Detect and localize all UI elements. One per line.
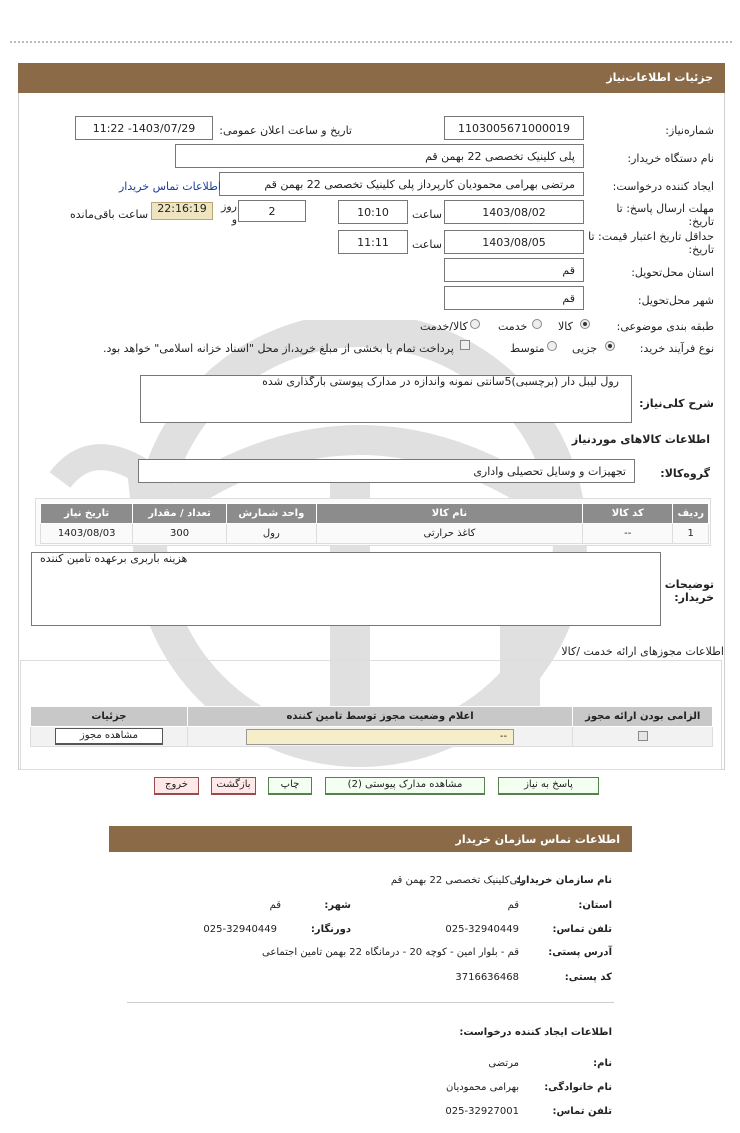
back-button[interactable]: بازگشت xyxy=(211,777,256,795)
view-license-button[interactable]: مشاهده مجوز xyxy=(55,728,163,745)
top-divider xyxy=(10,41,732,43)
creator-field: مرتضی بهرامی محمودیان کارپرداز پلی کلینیک تخصصی 22 بهمن قم xyxy=(219,172,584,196)
contact-fax-value: 025-32940449 xyxy=(203,924,277,935)
remaining-label: ساعت باقی‌مانده xyxy=(70,208,149,221)
contact-address-label: آدرس پستی: xyxy=(548,947,612,958)
creator-info-title: اطلاعات ایجاد کننده درخواست: xyxy=(459,1027,612,1038)
days-field: 2 xyxy=(238,200,306,222)
contact-org-label: نام سازمان خریدار: xyxy=(516,875,612,886)
col-date: تاریخ نیاز xyxy=(41,504,133,524)
col-qty: تعداد / مقدار xyxy=(133,504,227,524)
cell-code: -- xyxy=(583,524,673,544)
announce-field: 1403/07/29- 11:22 xyxy=(75,116,213,140)
goods-table xyxy=(40,503,709,544)
creator-phone-value: 025-32927001 xyxy=(445,1106,519,1117)
table-row xyxy=(41,524,709,544)
reply-time-field: 10:10 xyxy=(338,200,408,224)
contact-phone-value: 025-32940449 xyxy=(445,924,519,935)
license-status-field[interactable]: -- xyxy=(246,729,514,745)
category-radio-goods-service[interactable] xyxy=(470,319,480,329)
license-required-checkbox[interactable] xyxy=(638,731,648,741)
table-row xyxy=(31,727,713,747)
contact-divider xyxy=(127,1002,614,1003)
countdown-timer: 22:16:19 xyxy=(151,202,213,220)
col-name: نام کالا xyxy=(316,504,582,524)
contact-phone-label: تلفن تماس: xyxy=(552,924,612,935)
category-option-goods-service: کالا/خدمت xyxy=(420,320,468,333)
cell-unit: رول xyxy=(226,524,316,544)
category-option-goods: کالا xyxy=(558,320,573,333)
price-time-label: ساعت xyxy=(412,238,442,251)
contact-fax-label: دورنگار: xyxy=(310,924,351,935)
treasury-checkbox[interactable] xyxy=(460,340,470,350)
reply-time-label: ساعت xyxy=(412,208,442,221)
description-field: رول لیبل دار (برچسبی)5سانتی نمونه واندازه در مدارک پیوستی بارگذاری شده xyxy=(140,375,632,423)
buyer-notes-label: توضیحات خریدار: xyxy=(664,578,714,604)
details-header xyxy=(18,63,725,93)
contact-city-value: قم xyxy=(269,900,281,911)
creator-name-value: مرتضی xyxy=(488,1058,519,1069)
contact-province-label: استان: xyxy=(578,900,612,911)
creator-family-label: نام خانوادگی: xyxy=(544,1082,612,1093)
licenses-table xyxy=(30,706,713,747)
contact-city-label: شهر: xyxy=(324,900,351,911)
description-label: شرح کلی‌نیاز: xyxy=(639,397,714,410)
category-label: طبقه بندی موضوعی: xyxy=(616,320,714,333)
page-title: جزئیات اطلاعات‌نیاز xyxy=(606,71,713,84)
reply-deadline-label: مهلت ارسال پاسخ: تا تاریخ: xyxy=(616,202,714,228)
creator-name-label: نام: xyxy=(593,1058,612,1069)
need-number-label: شماره‌نیاز: xyxy=(665,124,714,137)
contact-title: اطلاعات تماس سازمان خریدار xyxy=(455,833,620,846)
contact-postal-value: 3716636468 xyxy=(455,972,519,983)
need-number-field: 1103005671000019 xyxy=(444,116,584,140)
province-field: قم xyxy=(444,258,584,282)
col-unit: واحد شمارش xyxy=(226,504,316,524)
goods-group-label: گروه‌کالا: xyxy=(660,467,710,480)
lic-col-status: اعلام وضعیت مجوز توسط تامین کننده xyxy=(187,707,573,727)
announce-label: تاریخ و ساعت اعلان عمومی: xyxy=(219,124,352,137)
days-label: روز و xyxy=(221,200,237,226)
creator-label: ایجاد کننده درخواست: xyxy=(612,180,714,193)
col-code: کد کالا xyxy=(583,504,673,524)
licenses-title: اطلاعات مجوزهای ارائه خدمت /کالا xyxy=(561,645,724,658)
cell-name: کاغذ حرارتی xyxy=(316,524,582,544)
process-radio-minor[interactable] xyxy=(605,341,615,351)
contact-org-value: پلی‌کلینیک تخصصی 22 بهمن قم xyxy=(390,875,524,886)
buyer-contact-link[interactable]: اطلاعات تماس خریدار xyxy=(119,180,221,193)
goods-section-title: اطلاعات کالاهای موردنیاز xyxy=(571,433,710,446)
cell-qty: 300 xyxy=(133,524,227,544)
exit-button[interactable]: خروج xyxy=(154,777,199,795)
col-row: ردیف xyxy=(673,504,709,524)
lic-col-required: الزامی بودن ارائه مجوز xyxy=(573,707,713,727)
city-label: شهر محل‌تحویل: xyxy=(637,294,714,307)
category-option-service: خدمت xyxy=(498,320,528,333)
reply-button[interactable]: پاسخ به نیاز xyxy=(498,777,599,795)
category-radio-goods[interactable] xyxy=(580,319,590,329)
process-label: نوع فرآیند خرید: xyxy=(639,342,714,355)
contact-province-value: قم xyxy=(507,900,519,911)
contact-postal-label: کد پستی: xyxy=(564,972,612,983)
buyer-org-label: نام دستگاه خریدار: xyxy=(627,152,714,165)
buyer-notes-field: هزینه باربری برعهده تامین کننده xyxy=(31,552,661,626)
goods-group-field: تجهیزات و وسایل تحصیلی واداری xyxy=(138,459,635,483)
price-time-field: 11:11 xyxy=(338,230,408,254)
creator-family-value: بهرامی محمودیان xyxy=(446,1082,519,1093)
print-button[interactable]: چاپ xyxy=(268,777,312,795)
contact-header xyxy=(109,826,632,852)
province-label: استان محل‌تحویل: xyxy=(631,266,714,279)
creator-phone-label: تلفن تماس: xyxy=(552,1106,612,1117)
process-radio-medium[interactable] xyxy=(547,341,557,351)
price-date-field: 1403/08/05 xyxy=(444,230,584,254)
lic-col-details: جزئیات xyxy=(31,707,188,727)
cell-date: 1403/08/03 xyxy=(41,524,133,544)
attachments-button[interactable]: مشاهده مدارک پیوستی (2) xyxy=(325,777,485,795)
city-field: قم xyxy=(444,286,584,310)
buyer-org-field: پلی کلینیک تخصصی 22 بهمن قم xyxy=(175,144,584,168)
price-validity-label: حداقل تاریخ اعتبار قیمت: تا تاریخ: xyxy=(588,230,714,256)
contact-address-value: قم - بلوار امین - کوچه 20 - درمانگاه 22 بهمن تامین اجتماعی xyxy=(262,947,519,958)
treasury-note: پرداخت تمام یا بخشی از مبلغ خرید،از محل "اسناد خزانه اسلامی" خواهد بود. xyxy=(103,342,454,355)
process-option-minor: جزیی xyxy=(572,342,598,355)
cell-row: 1 xyxy=(673,524,709,544)
reply-date-field: 1403/08/02 xyxy=(444,200,584,224)
category-radio-service[interactable] xyxy=(532,319,542,329)
process-option-medium: متوسط xyxy=(510,342,545,355)
